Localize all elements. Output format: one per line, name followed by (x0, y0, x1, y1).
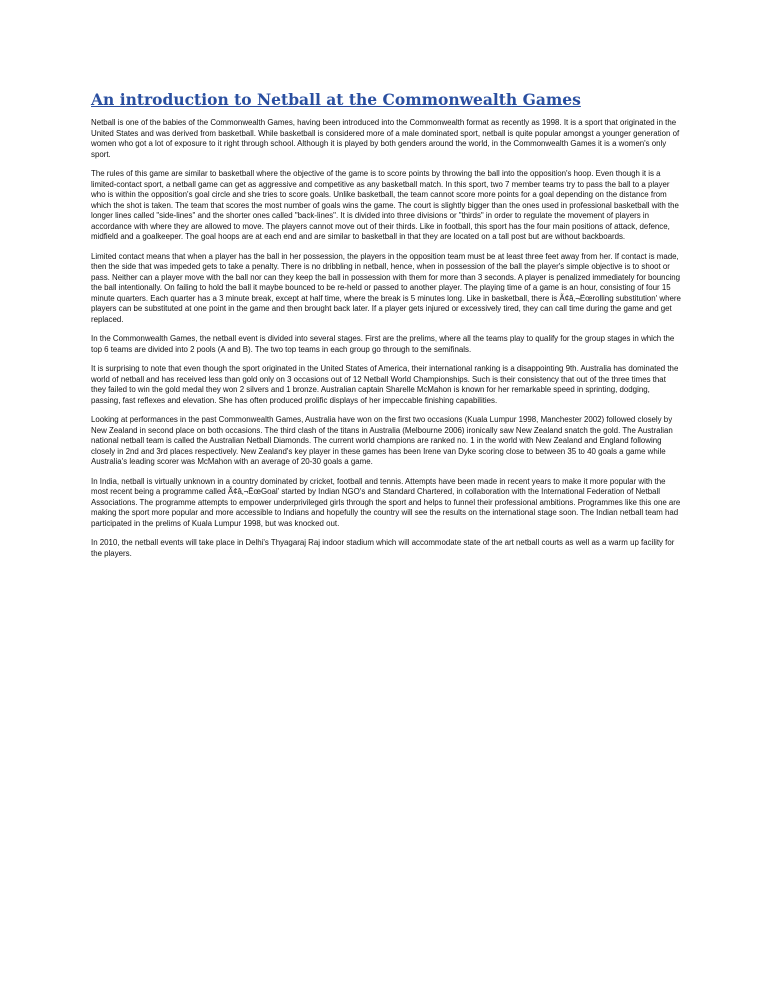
paragraph-rules: The rules of this game are similar to basketball where the objective of the game is to score points by throwing the ball into the opposition's hoop. Even though it is a limited-contact sport, a netball game can get as aggressive and competitive as any basketball match. In this sport, two 7 member teams try to pass the ball to a player who is within the opposition's goal circle and she tries to score goals. Unlike basketball, the team cannot score more points for a goal depending on the distance from which the shot is taken. The team that scores the most number of goals wins the game. The court is slightly bigger than the ones used in professional basketball with the longer lines called "side-lines" and the shorter ones called "back-lines". It is divided into three divisions or "thirds" in order to regulate the movement of players in accordance with where they are allowed to move. The players cannot move out of their thirds. Like in football, this sport has the four main positions of attack, defence, midfield and a goalkeeper. The goal hoops are at each end and are similar to basketball in that they are located on a tall post but are without backboards. (91, 169, 679, 241)
document-page (91, 90, 681, 568)
paragraph-india: In India, netball is virtually unknown in a country dominated by cricket, football and tennis. Attempts have been made in recent years to make it more popular with the most recent being a programme called Ã¢â‚¬ËœGoal' started by Indian NGO's and Standard Chartered, in collaboration with the International Federation of Netball Associations. The programme attempts to empower underprivileged girls through the sport and helps to funnel their professional ambitions. Programmes like this one are making the sport more popular and more accessible to Indians and hopefully the country will see the results on the international stage soon. The Indian netball team had participated in the prelims of Kuala Lumpur 1998, but was knocked out. (91, 476, 681, 528)
paragraph-past-games: Looking at performances in the past Commonwealth Games, Australia have won on the first two occasions (Kuala Lumpur 1998, Manchester 2002) followed closely by New Zealand in second place on both occasions. The third clash of the titans in Australia (Melbourne 2006) ironically saw New Zealand snatch the gold. The Australian national netball team is called the Australian Netball Diamonds. The current world champions are ranked no. 1 in the world with New Zealand and England following closely in 2nd and 3rd places respectively. New Zealand's key player in these games has been Irene van Dyke scoring close to between 35 to 40 goals a game while Australia's leading scorer was McMahon with an average of 20-30 goals a game. (91, 415, 673, 466)
paragraph-rankings: It is surprising to note that even though the sport originated in the United States of America, their international ranking is a disappointing 9th. Australia has dominated the world of netball and has received less than gold only on 3 occasions out of 12 Netball World Championships. Such is their consistency that out of the three times that they failed to win the gold medal they won 2 silvers and 1 bronze. Australian captain Sharelle McMahon is known for her remarkable speed in sprinting, dodging, passing, fast reflexes and elevation. She has often produced prolific displays of her impeccable finishing capabilities. (91, 364, 679, 405)
document-title: An introduction to Netball at the Commonwealth Games (91, 90, 581, 109)
paragraph-limited-contact: Limited contact means that when a player has the ball in her possession, the players in the opposition team must be at least three feet away from her. If contact is made, then the side that was impeded gets to take a penalty. There is no dribbling in netball, hence, when in possession of the ball the player's simple objective is to shoot or pass. Neither can a player move with the ball nor can they keep the ball in possession with them for more than 3 seconds. A player is penalized immediately for bouncing the ball intentionally. On failing to hold the ball it maybe bounced to be re-held or passed to another player. The playing time of a game is an hour, consisting of four 15 minute quarters. Each quarter has a 3 minute break, except at half time, where the break is 5 minutes long. Like in basketball, there is Ã¢â‚¬Ëœrolling substitution' where players can be substituted at one point in the game and then brought back later. If a player gets injured or excessively tired, they can call time during the game and get replaced. (91, 251, 681, 324)
paragraph-delhi-2010: In 2010, the netball events will take place in Delhi's Thyagaraj Raj indoor stadium which will accommodate state of the art netball courts as well as a warm up facility for the players. (91, 538, 675, 558)
paragraph-intro: Netball is one of the babies of the Commonwealth Games, having been introduced into the Commonwealth format as recently as 1998. It is a sport that originated in the United States and was derived from basketball. While basketball is considered more of a male dominated sport, netball is quite popular amongst a younger generation of women who got a lot of exposure to it right through school. Although it is played by both genders around the world, in the Commonwealth Games it is a women's only sport. (91, 118, 680, 159)
paragraph-stages: In the Commonwealth Games, the netball event is divided into several stages. First are the prelims, where all the teams play to qualify for the group stages in which the top 6 teams are divided into 2 pools (A and B). The two top teams in each group go through to the semifinals. (91, 334, 675, 354)
